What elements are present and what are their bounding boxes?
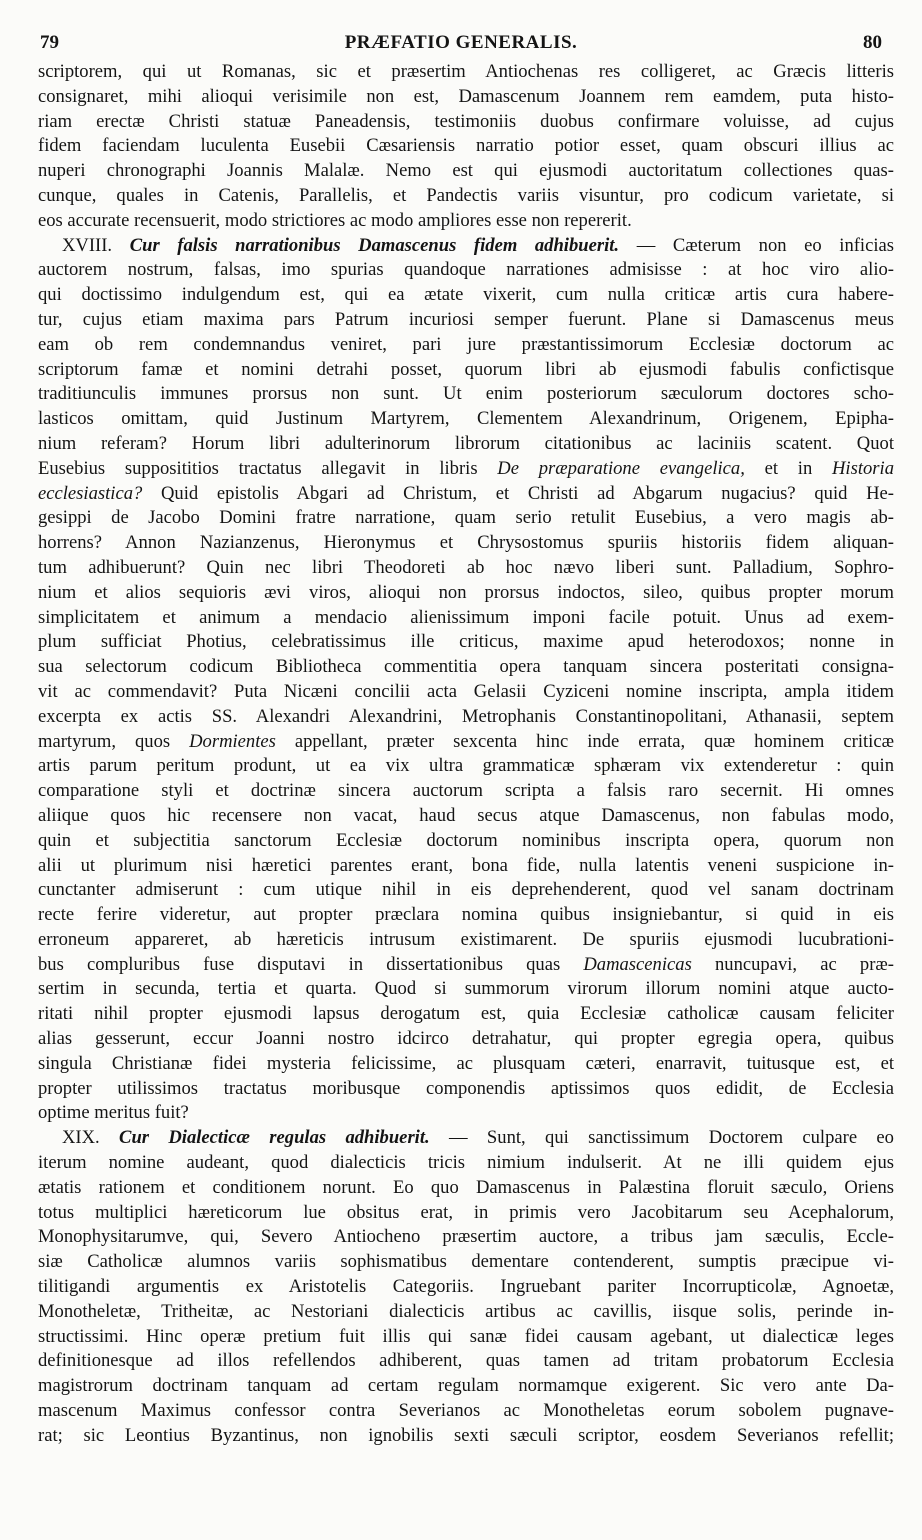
text-line xyxy=(38,1250,894,1275)
line-text: artis parum peritum produnt, ut ea vix ultra grammaticæ sphæram vix extenderetur : quin xyxy=(38,755,894,777)
text-line xyxy=(38,804,894,829)
line-text: eos accurate recensuerit, modo strictiores ac modo ampliores esse non repererit. xyxy=(38,209,632,231)
text-line xyxy=(38,1399,894,1424)
text-line xyxy=(38,457,894,482)
italic-text: Historia xyxy=(832,457,894,479)
line-text: mascenum Maximus confessor contra Severianos ac Monotheletas eorum sobolem pugnave- xyxy=(38,1400,894,1422)
text-line xyxy=(38,606,894,631)
text-body xyxy=(38,60,894,1449)
text-line xyxy=(38,1424,894,1449)
line-text: ritati nihil propter ejusmodi lapsus derogatum est, quia Ecclesiæ catholicæ causam feliciter xyxy=(38,1003,894,1025)
text-line xyxy=(38,1275,894,1300)
text-line xyxy=(38,903,894,928)
text-line xyxy=(38,407,894,432)
text-line xyxy=(38,60,894,85)
line-text: — Cæterum non eo inficias xyxy=(619,234,894,256)
text-line xyxy=(38,531,894,556)
text-line xyxy=(38,234,894,259)
text-line xyxy=(38,85,894,110)
line-text: appellant, præter sexcenta hinc inde errata, quæ hominem criticæ xyxy=(275,730,894,752)
line-text: bus compluribus fuse disputavi in dissertationibus quas xyxy=(38,953,584,975)
line-text: quin et subjectitia sanctorum Ecclesiæ doctorum nominibus inscripta opera, quorum non xyxy=(38,829,894,851)
line-text: alii ut plurimum nisi hæretici parentes erant, bona fide, nulla latentis veneni suspicione in- xyxy=(38,854,894,876)
page-number-right: 80 xyxy=(863,32,882,53)
text-line xyxy=(38,1300,894,1325)
line-text: recte ferire videretur, aut propter præclara nomina quibus insigniebantur, si quid in eis xyxy=(38,904,894,926)
text-line xyxy=(38,308,894,333)
line-text: — Sunt, qui sanctissimum Doctorem culpare eo xyxy=(429,1127,894,1149)
text-line xyxy=(38,333,894,358)
text-line xyxy=(38,1077,894,1102)
text-line xyxy=(38,730,894,755)
text-line xyxy=(38,754,894,779)
italic-text: Damascenicas xyxy=(583,953,692,975)
italic-text: Dormientes xyxy=(189,730,276,752)
running-header xyxy=(40,32,882,58)
section-number: XIX. xyxy=(62,1127,100,1149)
italic-text: ecclesiastica? xyxy=(38,482,143,504)
text-line xyxy=(38,581,894,606)
line-text: nium referam? Horum libri adulterinorum librorum citationibus ac laciniis scatent. Quot xyxy=(38,432,894,454)
line-text: vit ac commendavit? Puta Nicæni concilii acta Gelasii Cyziceni nomine inscripta, ampla itidem xyxy=(38,680,894,702)
text-line xyxy=(38,110,894,135)
text-line xyxy=(38,432,894,457)
line-text: nuperi chronographi Joannis Malalæ. Nemo est qui ejusmodi auctoritatum collectiones quas- xyxy=(38,160,894,182)
line-text: plum sufficiat Photius, celebratissimus ille criticus, maxime apud heterodoxos; nonne in xyxy=(38,631,894,653)
line-text: traditiunculis immunes prorsus non sunt. Ut enim posteriorum sæculorum doctores scho- xyxy=(38,383,894,405)
line-text: optime meritus fuit? xyxy=(38,1102,189,1124)
running-title: PRÆFATIO GENERALIS. xyxy=(344,32,578,53)
text-line xyxy=(38,680,894,705)
line-text: fidem faciendam luculenta Eusebii Cæsariensis narratio potior esset, quam obscuri illius ac xyxy=(38,135,894,157)
line-text: tum adhibuerunt? Quin nec libri Theodoreti ab hoc nævo liberi sunt. Palladium, Sophro- xyxy=(38,556,894,578)
line-text: totus multiplici hæreticorum lue obsitus erat, in primis vero Jacobitarum seu Acephalorum, xyxy=(38,1201,894,1223)
text-line xyxy=(38,1374,894,1399)
line-text: singula Christianæ fidei mysteria felicissime, ac plusquam cæteri, enarravit, tuitusque est, et xyxy=(38,1052,894,1074)
line-text: simplicitatem et animum a mendacio alienissimum imponi facile potuit. Unus ad exem- xyxy=(38,606,894,628)
text-line xyxy=(38,705,894,730)
text-line xyxy=(38,134,894,159)
line-text: ætatis rationem et conditionem norunt. Eo quo Damascenus in Palæstina floruit sæculo, Oriens xyxy=(38,1176,894,1198)
line-text: definitionesque ad illos refellendos adhiberent, quas tamen ad tritam probatorum Ecclesia xyxy=(38,1350,894,1372)
text-line xyxy=(38,482,894,507)
line-text: nium et alios sequioris ævi viros, alioqui non prorsus indoctos, sileo, quibus propter morum xyxy=(38,581,894,603)
text-line xyxy=(38,1151,894,1176)
line-text: iterum nomine audeant, quod dialecticis tricis nimium indulserit. At ne illi quidem ejus xyxy=(38,1152,894,1174)
section-title: Cur falsis narrationibus Damascenus fidem adhibuerit. xyxy=(129,234,620,256)
text-line xyxy=(38,1201,894,1226)
line-text: consignaret, mihi alioqui verisimile non est, Damascenum Joannem rem eamdem, puta histo- xyxy=(38,85,894,107)
line-text: structissimi. Hinc operæ pretium fuit illis qui sanæ fidei causam agebant, ut dialecticæ leges xyxy=(38,1325,894,1347)
section-title: Cur Dialecticæ regulas adhibuerit. xyxy=(119,1127,430,1149)
text-line xyxy=(38,506,894,531)
line-text: nuncupavi, ac præ- xyxy=(691,953,894,975)
line-text: lasticos omittam, quid Justinum Martyrem, Clementem Alexandrinum, Origenem, Epipha- xyxy=(38,408,894,430)
line-text: cunctanter admiserunt : cum utique nihil in eis deprehenderent, quod vel sanam doctrinam xyxy=(38,879,894,901)
text-line xyxy=(38,556,894,581)
text-line xyxy=(38,630,894,655)
text-line xyxy=(38,1176,894,1201)
text-line xyxy=(38,977,894,1002)
text-line xyxy=(38,854,894,879)
text-line xyxy=(38,382,894,407)
line-text: erroneum appareret, ab hæreticis intrusum existimarent. De spuriis ejusmodi lucubrationi- xyxy=(38,928,894,950)
line-text: propter utilissimos tractatus moribusque componendis aptissimos quos edidit, de Ecclesia xyxy=(38,1077,894,1099)
line-text: tur, cujus etiam maxima pars Patrum incuriosi semper fuerunt. Plane si Damascenus meus xyxy=(38,308,894,330)
line-text: Monotheletæ, Tritheitæ, ac Nestoriani dialecticis artibus ac cavillis, iisque solis, perinde in- xyxy=(38,1300,894,1322)
line-text: siæ Catholicæ alumnos variis sophismatibus dementare contenderent, sumptis præcipue vi- xyxy=(38,1251,894,1273)
line-text: Quid epistolis Abgari ad Christum, et Christi ad Abgarum nugacius? quid He- xyxy=(142,482,894,504)
line-text: horrens? Annon Nazianzenus, Hieronymus et Chrysostomus spuriis historiis fidem aliquan- xyxy=(38,532,894,554)
italic-text: De præparatione evangelica, xyxy=(497,457,745,479)
text-line xyxy=(38,1027,894,1052)
line-text: eam ob rem condemnandus veniret, pari jure præstantissimorum Ecclesiæ doctorum ac xyxy=(38,333,894,355)
line-text: sua selectorum codicum Bibliotheca commentitia opera tanquam sincera posteritati consigna- xyxy=(38,656,894,678)
text-line xyxy=(38,1101,894,1126)
text-line xyxy=(38,928,894,953)
text-line xyxy=(38,258,894,283)
section-number: XVIII. xyxy=(62,234,113,256)
line-text: gesippi de Jacobo Domini fratre narratione, quam serio retulit Eusebius, a vero magis ab- xyxy=(38,507,894,529)
line-text: qui doctissimo indulgendum est, qui ea ætate vixerit, cum nulla criticæ artis cura habere- xyxy=(38,284,894,306)
line-text: alias gesserunt, eccur Joanni nostro idcirco detrahatur, qui propter egregia opera, quibus xyxy=(38,1028,894,1050)
text-line xyxy=(38,878,894,903)
line-text: riam erectæ Christi statuæ Paneadensis, testimoniis duobus confirmare voluisse, ad cujus xyxy=(38,110,894,132)
text-line xyxy=(38,655,894,680)
text-line xyxy=(38,209,894,234)
line-text: Eusebius supposititios tractatus allegavit in libris xyxy=(38,457,498,479)
text-line xyxy=(38,1126,894,1151)
line-text: martyrum, quos xyxy=(38,730,190,752)
line-text: scriptorum famæ et nomini detrahi posset, quorum libri ab ejusmodi fabulis confictisque xyxy=(38,358,894,380)
text-line xyxy=(38,953,894,978)
text-line xyxy=(38,283,894,308)
line-text: auctorem nostrum, falsas, imo spurias quandoque narrationes admisisse : at hoc viro alio- xyxy=(38,259,894,281)
line-text: Monophysitarumve, qui, Severo Antiocheno præsertim auctore, a tribus jam sæculis, Eccle- xyxy=(38,1226,894,1248)
line-text: et in xyxy=(744,457,832,479)
page-number-left: 79 xyxy=(40,32,59,53)
line-text: tilitigandi argumentis ex Aristotelis Categoriis. Ingruebant pariter Incorrupticolæ, Agnoetæ, xyxy=(38,1276,894,1298)
text-line xyxy=(38,1002,894,1027)
text-line xyxy=(38,1052,894,1077)
text-line xyxy=(38,1325,894,1350)
text-line xyxy=(38,779,894,804)
line-text: magistrorum doctrinam tanquam ad certam regulam normamque exigerent. Sic vero ante Da- xyxy=(38,1375,894,1397)
text-line xyxy=(38,1225,894,1250)
text-line xyxy=(38,159,894,184)
line-text: sertim in secunda, tertia et quarta. Quod si summorum virorum illorum nomini atque aucto- xyxy=(38,978,894,1000)
line-text: excerpta ex actis SS. Alexandri Alexandrini, Metrophanis Constantinopolitani, Athanasii, septem xyxy=(38,705,894,727)
line-text: scriptorem, qui ut Romanas, sic et præsertim Antiochenas res colligeret, ac Græcis litteris xyxy=(38,61,894,82)
text-line xyxy=(38,1349,894,1374)
line-text: comparatione styli et doctrinæ sincera auctorum scripta a falsis raro secernit. Hi omnes xyxy=(38,780,894,802)
text-line xyxy=(38,184,894,209)
text-line xyxy=(38,829,894,854)
line-text: rat; sic Leontius Byzantinus, non ignobilis sexti sæculi scriptor, eosdem Severianos refellit; xyxy=(38,1424,894,1446)
text-line xyxy=(38,358,894,383)
line-text: cunque, quales in Catenis, Parallelis, et Pandectis variis visuntur, pro codicum varietate, si xyxy=(38,184,894,206)
line-text: aliique quos hic recensere non vacat, haud secus atque Damascenus, non fabulas modo, xyxy=(38,804,894,826)
